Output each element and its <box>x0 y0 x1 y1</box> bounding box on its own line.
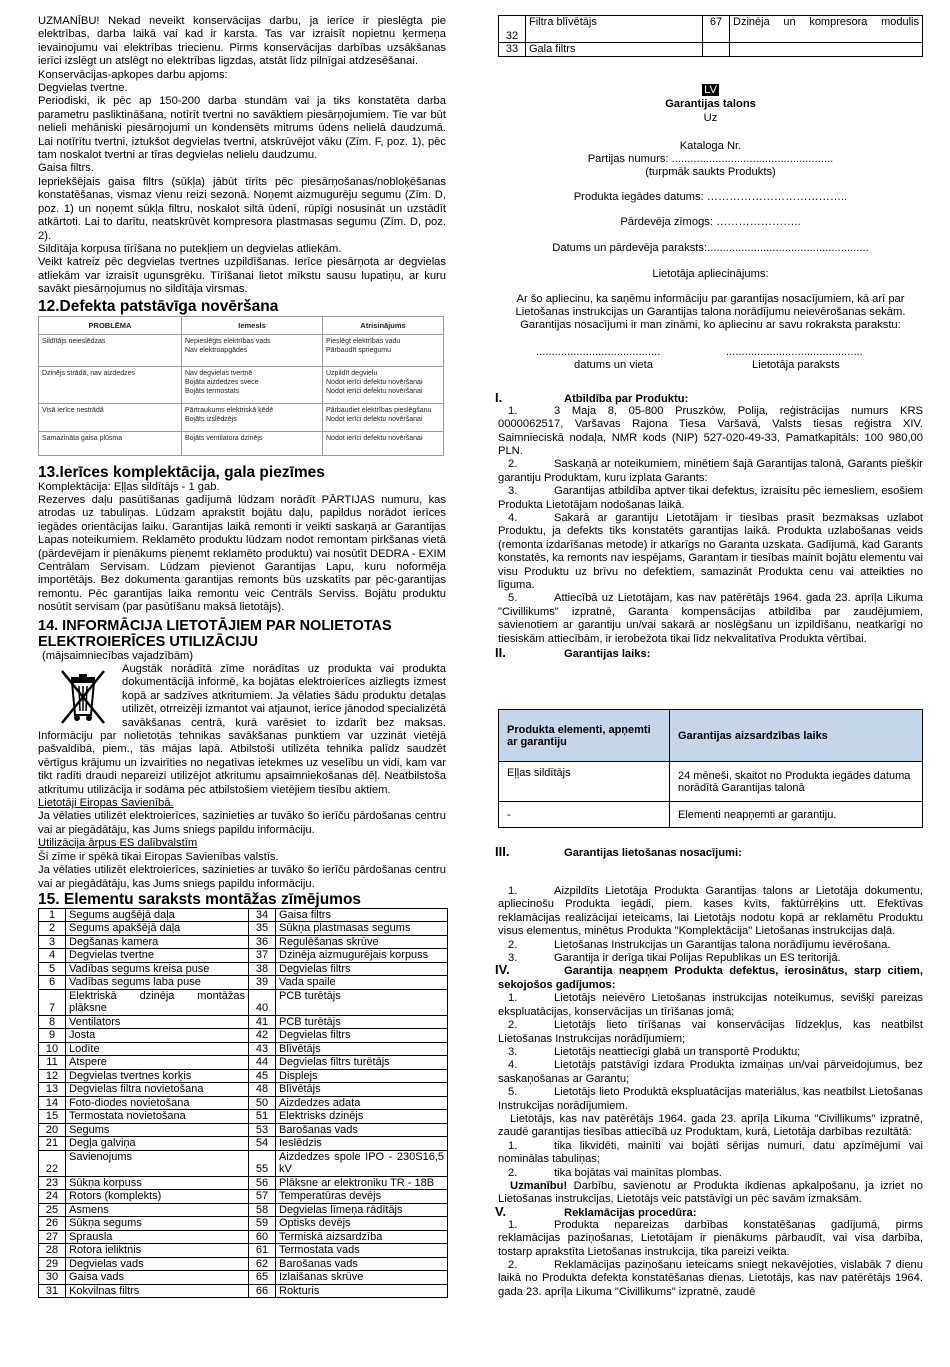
part-name: Lodīte <box>66 1042 249 1056</box>
part-name: Josta <box>66 1029 249 1043</box>
list-item-number: 2. <box>508 1019 518 1032</box>
part-name: Degvielas vads <box>66 1257 249 1271</box>
spare-parts-text: Rezerves daļu pasūtīšanas gadījumā lūdzam norādīt PĀRTIJAS numuru, kas atrodas uz tabuliņas. Lūdzam aprakstīt bojātu daļu, papildus norādot ierīces iegādes orientācijas laiku. Garantijas laikā remonti ir veikti saskaņā ar Garantijas Lapas noteikumiem. Reklamēto produktu lūdzam nodot remontam pirkšanas vietā (pārdevējam ir pienākums pieņemt reklamēto produktu) vai nosūtīt DEDRA - EXIM Centrālam Servisam. Lūdzam pievienot Garantijas Lapu, kuru noformēja importētājs. Bez dokumenta garantijas remonts būs uzskatīts par pēc-garantijas remontu. Pēc garantijas laika remontu veic Centrāls Serviss. Bojātu produktu nosūtīt servisam (par pasūtīšanu maksā lietotājs). <box>38 493 446 614</box>
list-item-text: Produkta nepareizas darbības konstatēšanas gadījumā, pirms reklamācijas paziņošanas, Lietotājam ir pienākums pārbaudīt, vai visa darbība, tostarp aprakstīta Lietošanas instrukcija, tika pareizi veikta. <box>498 1218 923 1258</box>
section-14-subtitle: (mājsaimniecības vajadzībām) <box>42 649 194 662</box>
section-13-title: 13.Ierīces komplektācija, gala piezīmes <box>38 463 325 481</box>
part-number: 8 <box>39 1015 66 1029</box>
part-name: Dzinēja un kompresora modulis <box>730 16 923 43</box>
part-name: Filtra blīvētājs <box>526 16 703 43</box>
part-name: Degvielas tvertnes korķis <box>66 1069 249 1083</box>
solution-cell: Pieslēgt elektrības vadu Pārbaudīt spriegumu <box>323 334 444 366</box>
parts-row <box>39 1244 448 1258</box>
parts-table <box>38 908 448 1299</box>
guarantee-row-dash: - <box>499 802 670 828</box>
parts-row <box>39 989 448 1015</box>
part-number: 29 <box>39 1257 66 1271</box>
section-14-title: 14. INFORMĀCIJA LIETOTĀJIEM PAR NOLIETOTAS ELEKTROIERĪCES UTILIZĀCIJU <box>38 617 392 650</box>
part-number: 51 <box>249 1110 276 1124</box>
part-name: PCB turētājs <box>276 989 448 1015</box>
part-name: Rotora ieliktnis <box>66 1244 249 1258</box>
list-item-number: 5. <box>508 1086 518 1099</box>
part-name: Sprausla <box>66 1230 249 1244</box>
part-number: 38 <box>249 962 276 976</box>
list-item-number: 4. <box>508 511 518 524</box>
part-number: 59 <box>249 1217 276 1231</box>
list-item-number: 1. <box>508 1139 518 1152</box>
part-number: 66 <box>249 1284 276 1298</box>
user-confirmation-text: Ar šo apliecinu, ka saņēmu informāciju par garantijas nosacījumiem, kā arī par Lietošanas instrukcijas un Garantijas talona norādījumu neievērošanas sekām. Garantijas nosacījumi ir man zināmi, ko apliecinu ar savu rokraksta parakstu: <box>515 292 906 332</box>
part-number: 13 <box>39 1083 66 1097</box>
part-name: Vadības segums laba puse <box>66 976 249 990</box>
part-number: 67 <box>703 16 730 43</box>
parts-row <box>39 1029 448 1043</box>
part-number: 9 <box>39 1029 66 1043</box>
part-number: 39 <box>249 976 276 990</box>
part-name: Degvielas filtrs <box>276 1029 448 1043</box>
section-II <box>495 645 923 661</box>
date-seller-signature: Datums un pārdevēja paraksts:.................................................... <box>552 241 869 254</box>
user-signature-dots: ............................................ <box>726 345 863 358</box>
list-item <box>498 1167 923 1180</box>
part-name: Degļa galviņa <box>66 1137 249 1151</box>
part-number: 45 <box>249 1069 276 1083</box>
part-name: Gaisa vads <box>66 1271 249 1285</box>
part-name: Degvielas līmeņa rādītājs <box>276 1203 448 1217</box>
part-number: 42 <box>249 1029 276 1043</box>
part-name: Degvielas filtrs <box>276 962 448 976</box>
list-item-text: Lietotājs lieto Produktā ekspluatācijas materiālus, kas neatbilst Lietošanas Instrukcijas norādījumiem. <box>498 1086 923 1112</box>
list-item-number: 1. <box>508 404 518 417</box>
section-III-number: III. <box>495 844 510 860</box>
part-number: 54 <box>249 1137 276 1151</box>
list-item-number: 3. <box>508 485 518 498</box>
eu-users-heading: Lietotāji Eiropas Savienībā. <box>38 797 174 810</box>
eu-users-text: Ja vēlaties utilizēt elektroierīces, sazinieties ar tuvāko šo ierīču pārdošanas centru vai ar piegādātāju, kas Jums sniegs papildu informāciju. <box>38 810 446 836</box>
part-number: 34 <box>249 908 276 922</box>
section-IV-list <box>498 992 923 1113</box>
batch-note: (turpmāk saukts Produkts) <box>645 165 776 178</box>
list-item-text: Saskaņā ar noteikumiem, minētiem šajā Garantijas talonā, Garants piešķir garantiju Produktam, kuru izplata Garants: <box>498 458 923 484</box>
non-eu-text-2: Ja vēlaties utilizēt elektroierīces, sazinieties ar tuvāko šo ierīču pārdošanas centru vai ar piegādātāju, kas Jums sniegs papildu informāciju. <box>38 864 446 890</box>
part-name: Izlaišanas skrūve <box>276 1271 448 1285</box>
parts-row <box>39 962 448 976</box>
part-name: Sūkņa segums <box>66 1217 249 1231</box>
parts-row <box>39 1083 448 1097</box>
guarantee-row-period: 24 mēneši, skaitot no Produkta iegādes datuma norādītā Garantijas talonā <box>670 762 923 802</box>
warning-paragraph: UZMANĪBU! Nekad neveikt konservācijas darbu, ja ierīce ir pieslēgta pie elektrības, darba laikā vai kad ir karsta. Tas var izraisīt nopietnu ķermeņa ievainojumu vai elektrības triecienu. Pirms konservācijas darbības uzsākšanas ierīci izslēgt un atslēgt no elektrības ligzdas, atstāt līdz pilnīgai atdzesēšanai. <box>38 15 446 68</box>
part-number: 56 <box>249 1176 276 1190</box>
list-item <box>498 1219 923 1259</box>
list-item-text: Garantijas atbildība aptver tikai defektus, izraisītu pēc iemesliem, esošiem Produkta Lietotājam nodošanas laikā. <box>498 485 923 511</box>
part-number: 32 <box>499 16 526 43</box>
part-number: 25 <box>39 1203 66 1217</box>
part-number: 48 <box>249 1083 276 1097</box>
part-name: Segums <box>66 1123 249 1137</box>
section-II-number: II. <box>495 645 506 661</box>
list-item <box>498 405 923 459</box>
list-item-text: tika bojātas vai mainītas plombas. <box>554 1166 722 1179</box>
part-number: 33 <box>499 43 526 57</box>
list-item-number: 1. <box>508 885 518 898</box>
part-number: 61 <box>249 1244 276 1258</box>
batch-number: Partijas numurs: .................................................... <box>587 152 834 165</box>
list-item-text: Lietošanas Instrukcijas un Garantijas talona norādījumu ievērošana. <box>554 938 891 951</box>
list-item-number: 4. <box>508 1059 518 1072</box>
fuel-tank-heading: Degvielas tvertne. <box>38 82 128 95</box>
header-cause: Iemesls <box>182 316 323 334</box>
part-name: Aizdedzes spole IPO - 230S16,5 kV <box>276 1150 448 1176</box>
part-number: 27 <box>39 1230 66 1244</box>
section-IV-title <box>498 965 923 992</box>
section-IV-number: IV. <box>495 962 510 978</box>
part-number: 5 <box>39 962 66 976</box>
part-name: Barošanas vads <box>276 1257 448 1271</box>
date-place-label: datums un vieta <box>574 358 653 371</box>
parts-row <box>39 1123 448 1137</box>
cause-cell: Bojāts ventilatora dzinējs <box>182 431 323 455</box>
part-number: 65 <box>249 1271 276 1285</box>
part-name: Termostata vads <box>276 1244 448 1258</box>
parts-row <box>39 1110 448 1124</box>
part-name: Degvielas tvertne <box>66 949 249 963</box>
part-name: Displejs <box>276 1069 448 1083</box>
guarantee-period-table <box>498 709 923 828</box>
part-name: Barošanas vads <box>276 1123 448 1137</box>
purchase-date: Produkta iegādes datums: ……………………………….. <box>573 190 848 203</box>
section-IV-title-text: Garantija neapņem Produkta defektus, ierosinātus, starp citiem, sekojošos gadījumos: <box>498 965 923 991</box>
part-number: 57 <box>249 1190 276 1204</box>
list-item <box>498 885 923 939</box>
list-item <box>498 1046 923 1059</box>
list-item-text: Lietotājs neievēro Lietošanas instrukcijas noteikumus, sevišķi pareizas ekspluatācijas, konservācijas un tīrīšanas jomā; <box>498 992 923 1018</box>
list-item <box>498 458 923 485</box>
part-name: Asmens <box>66 1203 249 1217</box>
parts-row <box>39 1069 448 1083</box>
part-name: Gala filtrs <box>526 43 703 57</box>
part-number: 23 <box>39 1176 66 1190</box>
attention-label: Uzmanību! <box>510 1179 568 1192</box>
section-V-list <box>498 1219 923 1299</box>
part-number: 53 <box>249 1123 276 1137</box>
part-name: Vada spaile <box>276 976 448 990</box>
warranty-card-title: Garantijas talons <box>665 97 756 110</box>
parts-row <box>39 908 448 922</box>
solution-cell: Pārbaudiet elektrības pieslēgšanu Nodot ierīci defektu novēršanai <box>323 403 444 431</box>
non-eu-text-1: Šī zīme ir spēkā tikai Eiropas Savienības valstīs. <box>38 850 279 863</box>
part-name: Regulēšanas skrūve <box>276 935 448 949</box>
section-IV-sublist <box>498 1140 923 1180</box>
part-number: 6 <box>39 976 66 990</box>
parts-row <box>39 1190 448 1204</box>
part-name: Gaisa filtrs <box>276 908 448 922</box>
non-eu-heading: Utilizācija ārpus ES dalībvalstīm <box>38 837 198 850</box>
part-name: Rotors (komplekts) <box>66 1190 249 1204</box>
list-item-text: Lietotājs lieto tīrīšanas vai konservācijas līdzekļus, kas neatbilst Lietošanas Instrukcijas norādījumiem; <box>498 1019 923 1045</box>
catalog-number: Kataloga Nr. <box>679 139 742 152</box>
part-name: Termiskā aizsardzība <box>276 1230 448 1244</box>
parts-row <box>39 1137 448 1151</box>
weee-block <box>38 663 446 797</box>
part-number: 28 <box>39 1244 66 1258</box>
header-solution: Atrisinājums <box>323 316 444 334</box>
part-name: Optisks devējs <box>276 1217 448 1231</box>
guarantee-row-excluded: Elementi neapņemti ar garantiju. <box>670 802 923 828</box>
part-name: Foto-diodes novietošana <box>66 1096 249 1110</box>
part-name: Temperatūras devējs <box>276 1190 448 1204</box>
part-number: 60 <box>249 1230 276 1244</box>
part-number: 31 <box>39 1284 66 1298</box>
list-item-number: 3. <box>508 1045 518 1058</box>
parts-row <box>39 1056 448 1070</box>
list-item-text: tika likvidēti, mainīti vai bojāti sērijas numuri, datu apzīmējumi vai nominālas tabuliņas; <box>498 1139 923 1166</box>
parts-row <box>39 1257 448 1271</box>
part-number: 62 <box>249 1257 276 1271</box>
guarantee-row-product: Eļļas sildītājs <box>499 762 670 802</box>
attention-note <box>498 1180 923 1207</box>
housing-cleaning-heading: Sildītāja korpusa tīrīšana no putekļiem un degvielas atliekām. <box>38 242 342 255</box>
non-consumer-note: Lietotājs, kas nav patērētājs 1964. gada 23. aprīļa Likuma "Civillikums" izpratnē, zaudē garantijas tiesības attiecībā uz Produktam, kurā, Lietotāja darbības rezultātā: <box>498 1112 923 1139</box>
solution-cell: Nodot ierīci defektu novēršanai <box>323 431 444 455</box>
parts-row <box>39 1203 448 1217</box>
part-name: Sūkņa plastmasas segums <box>276 922 448 936</box>
section-V-title: Reklamācijas procedūra: <box>564 1206 697 1219</box>
part-number: 11 <box>39 1056 66 1070</box>
list-item-number: 1. <box>508 1218 518 1231</box>
parts-row <box>39 1230 448 1244</box>
part-name: Elektrisks dzinējs <box>276 1110 448 1124</box>
part-name: Segums apakšējā daļa <box>66 922 249 936</box>
weee-text: Augstāk norādītā zīme norādītas uz produkta vai produkta dokumentācijā informē, ka bojātas elektroierīces aizliegts izmest kopā ar sadzīves atkritumiem. Ja vēlaties šādu produktu detaļas utilizēt, otrreizēji izmantot vai atjaunot, ierīce jānodod specializētā savākšanas centrā, kurā varēsiet to izdarīt bez maksas. Informāciju par nolietotās tehnikas savākšanas punktiem var uzzināt vietējā pašvaldībā, piem., tās mājas lapā. Atbilstoši utilizēta tehnika palīdz saudzēt vērtīgus krājumu un izvairīties no negatīvas ietekmes uz veselību un vidi, kam var tikt radīti draudi nepareizi utilizējot atkritumu apsaimniekošanas dēļ. Neatbilstoša atkritumu utilizācija ir sodāma pēc atbilstošiem vietējiem tiesību aktiem. <box>38 663 446 796</box>
part-name: Ieslēdzis <box>276 1137 448 1151</box>
parts-row <box>39 1042 448 1056</box>
part-number: 50 <box>249 1096 276 1110</box>
part-number: 43 <box>249 1042 276 1056</box>
part-name: Ventilators <box>66 1015 249 1029</box>
warranty-card <box>498 83 923 372</box>
list-item-number: 2. <box>508 458 518 471</box>
part-name: Segums augšējā daļa <box>66 908 249 922</box>
troubleshooting-table <box>38 316 444 456</box>
cause-cell: Nav degvielas tvertnē Bojāta aizdedzes svece Bojāts termostats <box>182 366 323 403</box>
problem-cell: Visā ierīce nestrādā <box>39 403 182 431</box>
part-name: Elektriskā dzinēja montāžas plāksne <box>66 989 249 1015</box>
part-number: 58 <box>249 1203 276 1217</box>
parts-row <box>39 1217 448 1231</box>
right-column <box>495 0 923 1299</box>
parts-row <box>39 1176 448 1190</box>
part-name: PCB turētājs <box>276 1015 448 1029</box>
section-I-list <box>498 405 923 646</box>
list-item-number: 2. <box>508 1259 518 1271</box>
part-name: Sūkņa korpuss <box>66 1176 249 1190</box>
solution-cell: Uzpildīt degvielu Nodot ierīci defektu novēršanai Nodot ierīci defektu novēršanai <box>323 366 444 403</box>
part-number: 37 <box>249 949 276 963</box>
part-number: 36 <box>249 935 276 949</box>
part-number: 22 <box>39 1150 66 1176</box>
guarantee-header-period: Garantijas aizsardzības laiks <box>670 710 923 762</box>
section-I <box>495 389 923 646</box>
part-number: 1 <box>39 908 66 922</box>
part-name: Vadības segums kreisa puse <box>66 962 249 976</box>
kit-contents: Komplektācija: Eļļas sildītājs - 1 gab. <box>38 480 220 493</box>
part-number: 12 <box>39 1069 66 1083</box>
part-number: 20 <box>39 1123 66 1137</box>
part-name: Blīvētājs <box>276 1083 448 1097</box>
section-I-number: I. <box>495 389 503 405</box>
parts-row <box>39 935 448 949</box>
part-number: 3 <box>39 935 66 949</box>
list-item <box>498 992 923 1019</box>
list-item-text: Lietotājs patstāvīgi izdara Produkta izmaiņas un/vai pārveidojumus, bez saskaņošanas ar Garantu; <box>498 1059 923 1085</box>
section-III-list <box>498 885 923 965</box>
part-number: 40 <box>249 989 276 1015</box>
section-V-number: V. <box>495 1203 507 1219</box>
fuel-tank-text: Periodiski, ik pēc ap 150-200 darba stundām vai ja tiks konstatēta darba parametru pasliktināšana, notīrīt tvertni no savāktiem piesārņojumiem. Tie var būt nelieli mehāniski piesārņojumi un kondensēts mitrums ūdens nelielā daudzumā. Lai notīrītu tvertni, iztukšot degvielas tvertni, atskrūvējot vāku (Zīm. F, poz. 1), pēc tam noskalot tvertni ar tīras degvielas nelielu daudzumu. <box>38 95 446 162</box>
parts-table-continued <box>498 15 923 57</box>
part-number: 14 <box>39 1096 66 1110</box>
section-IV <box>495 962 923 1206</box>
part-number: 2 <box>39 922 66 936</box>
parts-row <box>39 1015 448 1029</box>
section-12-title: 12.Defekta patstāvīga novēršana <box>38 297 279 315</box>
list-item <box>498 952 923 965</box>
list-item <box>498 939 923 952</box>
list-item <box>498 1086 923 1113</box>
part-name: Degvielas filtra novietošana <box>66 1083 249 1097</box>
list-item <box>498 1259 923 1299</box>
parts-row <box>39 949 448 963</box>
list-item-number: 5. <box>508 592 518 605</box>
part-number <box>703 43 730 57</box>
air-filter-text: Iepriekšējais gaisa filtrs (sūkļa) jābūt tīrīts pēc piesārņošanas/nobloķēšanas konstatēšanas, vismaz vienu reizi sezonā. Noņemt aizmugurēju segumu (Zīm. D, poz. 1) un noņemt sūkļa filtru, noskalot siltā ūdenī, rūpīgi nosusināt un uzstādīt atkārtoti. Lai to darītu, neatskrūvēt kompresora plastmasas segumu (Zīm. D, poz. 2). <box>38 175 446 242</box>
list-item-text: Reklamācijas paziņošanu ieteicams sniegt nekavējoties, vislabāk 7 dienu laikā no Produkta defekta konstatēšanas dienas. Lietotājs, kas nav patērētājs 1964. gada 23. aprīļa Likuma "Civillikums" izpratnē, zaudē <box>498 1259 923 1298</box>
maintenance-scope: Konservācijas-apkopes darbu apjoms: <box>38 68 228 81</box>
part-name: Dzinēja aizmugurējais korpuss <box>276 949 448 963</box>
problem-cell: Samazināta gaisa plūsma <box>39 431 182 455</box>
part-name: Blīvētājs <box>276 1042 448 1056</box>
maintenance-text <box>38 15 446 297</box>
seller-stamp: Pārdevēja zīmogs: ………………….. <box>620 215 801 228</box>
part-number: 41 <box>249 1015 276 1029</box>
part-number: 26 <box>39 1217 66 1231</box>
part-name: Degvielas filtrs turētājs <box>276 1056 448 1070</box>
section-II-title: Garantijas laiks: <box>564 648 651 661</box>
signature-row <box>498 346 923 372</box>
weee-bin-icon <box>52 665 114 727</box>
part-number: 21 <box>39 1137 66 1151</box>
air-filter-heading: Gaisa filtrs. <box>38 162 94 175</box>
language-badge: LV <box>704 83 717 96</box>
part-number: 7 <box>39 989 66 1015</box>
list-item <box>498 592 923 646</box>
user-signature-label: Lietotāja paraksts <box>752 358 840 371</box>
part-name: Rokturis <box>276 1284 448 1298</box>
section-15-title: 15. Elementu saraksts montāžas zīmējumos <box>38 890 362 908</box>
list-item-text: Lietotājs neattiecīgi glabā un transportē Produktu; <box>554 1045 801 1058</box>
header-problem: PROBLĒMA <box>39 316 182 334</box>
part-number: 35 <box>249 922 276 936</box>
left-column <box>38 0 446 1298</box>
problem-cell: Sildītājs neieslēdzas <box>39 334 182 366</box>
list-item-text: Aizpildīts Lietotāja Produkta Garantijas talons ar Lietotāja dokumentu, apliecinošu Produkta iegādi, piem. kases kvīts, faktūrrēķins utt. Efektīvas reklamācijas realizācijai ieteicams, lai Lietotājs nodotu kopā ar reklamētu Produktu visus elementus, minētus Produkta "Komplektācija" Lietošanas instrukcijas daļā. <box>498 885 923 938</box>
part-name: Atspere <box>66 1056 249 1070</box>
section-V <box>495 1203 923 1299</box>
part-number: 24 <box>39 1190 66 1204</box>
warranty-card-for: Uz <box>703 111 718 124</box>
attention-text: Darbību, savienotu ar Produkta ikdienas apkalpošanu, ja izriet no Lietošanas instrukcijas, Lietotājs veic patstāvīgi un pēc savām izmaksām. <box>498 1179 923 1206</box>
parts-row <box>39 1284 448 1298</box>
guarantee-header-elements: Produkta elementi, apņemti ar garantiju <box>499 710 670 762</box>
part-name: Savienojums <box>66 1150 249 1176</box>
section-I-title: Atbildība par Produktu: <box>564 392 689 405</box>
housing-cleaning-text: Veikt katreiz pēc degvielas tvertnes uzpildīšanas. Ierīce piesārņota ar degvielas atliekām var izraisīt ugunsgrēku. Tīrīšanai lietot mīkstu sausu lupatiņu, ar kuru savākt piesārņojumus no sildītāja virsmas. <box>38 256 446 296</box>
part-name: Termostata novietošana <box>66 1110 249 1124</box>
part-name: Degšanas kamera <box>66 935 249 949</box>
list-item <box>498 512 923 592</box>
section-III-title: Garantijas lietošanas nosacījumi: <box>564 847 742 860</box>
parts-row <box>39 1096 448 1110</box>
part-number: 4 <box>39 949 66 963</box>
part-name: Aizdedzes adata <box>276 1096 448 1110</box>
list-item-text: Attiecībā uz Lietotājam, kas nav patērētājs 1964. gada 23. aprīļa Likuma "Civillikums" izpratnē, Garanta kompensācijas atbildība par zaudējumiem, savienotiem ar garantiju un/vai sakarā ar noslēgšanu un izpildīšanu, neatkarīgi no tiesiskām attiecībām, ir ierobežota tikai līdz nekvalitatīva Produkta vērtībai. <box>498 592 923 645</box>
list-item-text: Sakarā ar garantiju Lietotājam ir tiesības prasīt bezmaksas uzlabot Produktu, ja defekts tiks konstatēts garantijas laikā. Produkta uzlabošanas veids (remonta izdarīšanas metode) ir atkarīgs no Garanta uzskata. Gadījumā, kad Garants konstatēs, ka remonts nav iespējams, Garantam ir tiesības mainīt bojātu elementu vai visu Produktu uz brīvu no defektiem, samazināt Produkta cenu vai atteikties no līguma. <box>498 511 923 591</box>
list-item <box>498 485 923 512</box>
parts-row <box>39 922 448 936</box>
list-item <box>498 1019 923 1046</box>
part-number: 15 <box>39 1110 66 1124</box>
list-item-number: 2. <box>508 1166 518 1179</box>
list-item-text: 3 Maja 8, 05-800 Pruszków, Polija, reģistrācijas numurs KRS 0000062517, Varšavas Rajona Tiesa Varšavā, Valsts tiesas reģistra XIV. Saimnieciskā nodaļa, NMR kods (NIP) 527-020-49-33, Pamatkapitāls: 100 980,00 PLN. <box>498 404 923 457</box>
part-number: 44 <box>249 1056 276 1070</box>
date-place-dots: ........................................ <box>536 345 661 358</box>
part-name <box>730 43 923 57</box>
list-item-number: 2. <box>508 938 518 951</box>
list-item <box>498 1140 923 1167</box>
part-name: Kokvilnas filtrs <box>66 1284 249 1298</box>
cause-cell: Pārtraukums elektriskā ķēdē Bojāts izslēdzējs <box>182 403 323 431</box>
part-number: 10 <box>39 1042 66 1056</box>
problem-cell: Dzinējs strādā, nav aizdedzes <box>39 366 182 403</box>
list-item-number: 1. <box>508 992 518 1005</box>
part-number: 55 <box>249 1150 276 1176</box>
section-III <box>495 844 923 965</box>
parts-row <box>39 1150 448 1176</box>
part-number: 30 <box>39 1271 66 1285</box>
list-item <box>498 1059 923 1086</box>
part-name: Plāksne ar elektroniku TR - 18B <box>276 1176 448 1190</box>
cause-cell: Nepieslēgts elektrības vads Nav elektroapgādes <box>182 334 323 366</box>
list-item-number: 3. <box>508 952 518 965</box>
user-confirmation-label: Lietotāja apliecinājums: <box>652 267 769 280</box>
parts-row <box>39 976 448 990</box>
parts-row <box>39 1271 448 1285</box>
list-item-text: Garantija ir derīga tikai Polijas Republikas un ES teritorijā. <box>554 952 841 965</box>
